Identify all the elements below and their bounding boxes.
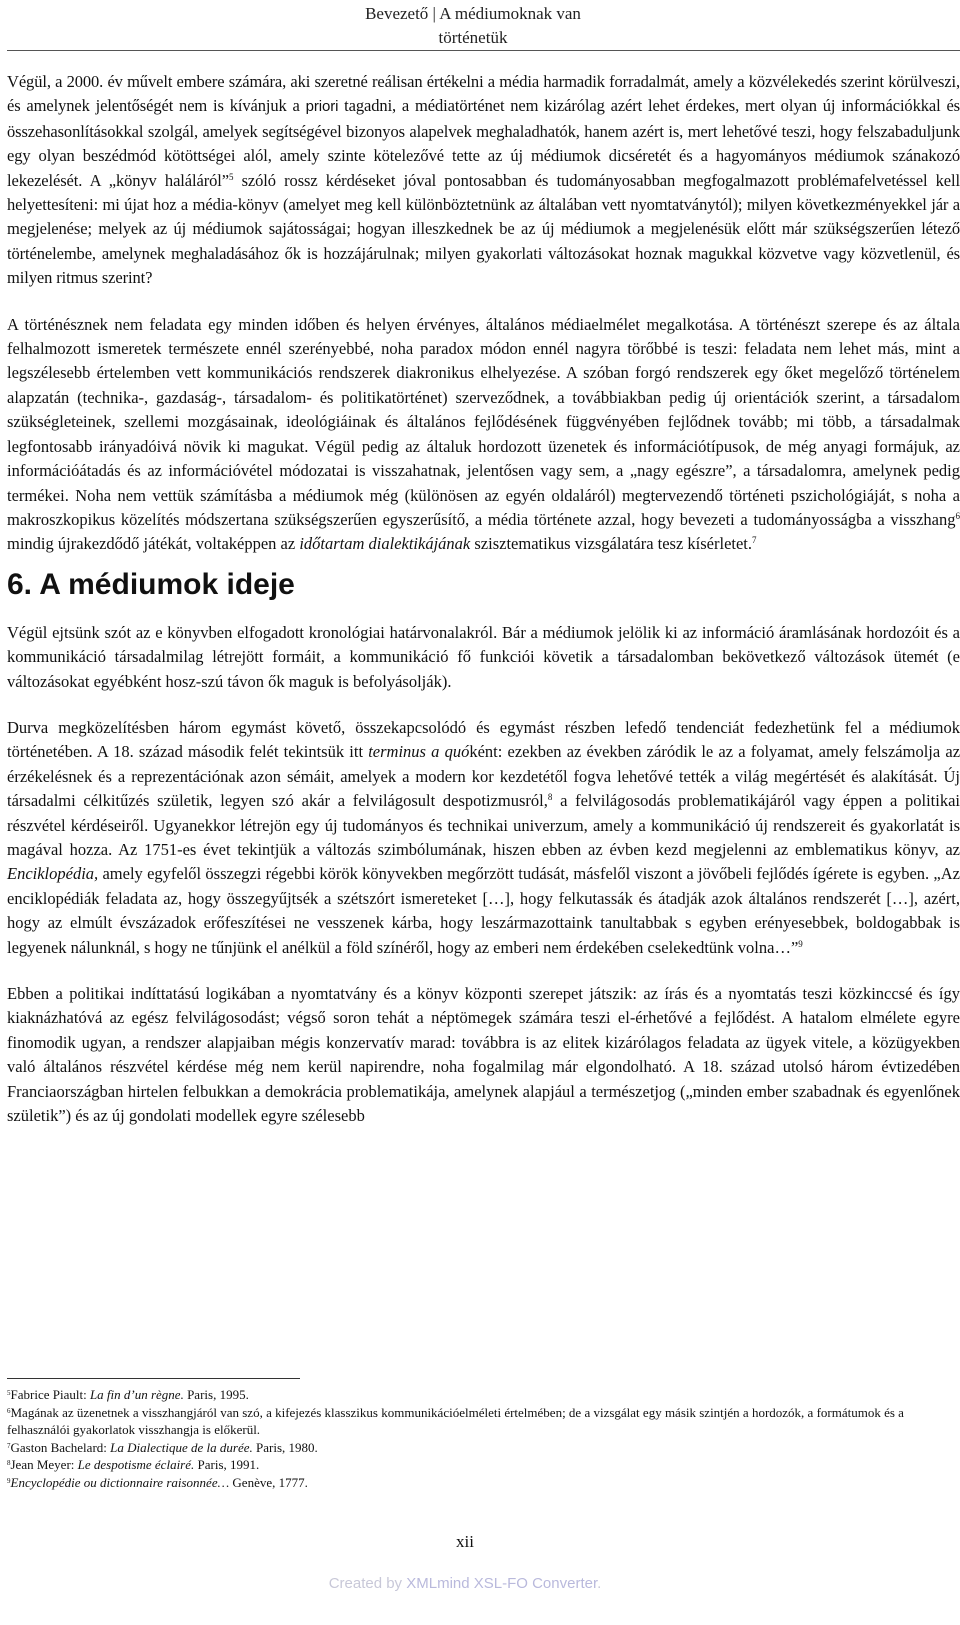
page-content xyxy=(7,70,960,1128)
footnote-text: Paris, 1991. xyxy=(194,1457,260,1472)
paragraph-2-text-b: mindig újrakezdődő játékát, voltaképpen az xyxy=(7,534,300,554)
paragraph-2-text-a: A történésznek nem feladata egy minden időben és helyen érvényes, általános médiaelmélet megalkotása. A történészt szerepe és az általa felhalmozott ismeretek természete ennél szerényebbé, noha paradox módon ennél nagyra törőbbé is teszi: feladata nem lehet más, mint a legszélesebb értelemben vett kommunikációs rendszerek diakronikus elhelyezése. A szóban forgó rendszerek egy őket megelőző történelem alapzatán (technika-, gazdaság-, társadalom- és politikatörténet) szerveződnek, a továbbiakban pedig új orientációk szerint, a társadalom szükségleteinek, szellemi mozgásainak, ideológiáinak és általános fejlődésének függvényében fejlődnek tovább; mi több, a társadalmak legfontosabb irányadóivá növik ki magukat. Végül pedig az általuk hordozott üzenetek és információtípusok, de még anyagi formájuk, az információátadás és az információvétel módozatai is visszahatnak, jelentősen vagy sem, a „nagy egészre”, a társadalomra, amelynek pedig termékei. Noha nem vettük számításba a médiumok még (különösen az egyén oldaláról) megtervezendő történeti pszichológiáját, s noha a makroszkopikus közelítés módszertana szükségszerűen egyszerűsítő, a média története azzal, hogy bevezeti a tudományosságba a visszhang xyxy=(7,314,960,529)
footnote-number: 6 xyxy=(7,1406,11,1415)
paragraph-gap xyxy=(7,291,960,313)
footnote-text: Paris, 1995. xyxy=(183,1387,249,1402)
converter-watermark xyxy=(0,1575,930,1592)
footnote-title: Encyclopédie ou dictionnaire raisonnée… xyxy=(10,1474,230,1490)
footnote-5 xyxy=(7,1386,960,1404)
paragraph-gap xyxy=(7,960,960,982)
paragraph-4-italic-a: terminus a quó xyxy=(368,742,470,762)
paragraph-4-text-b: ként: ezekben az években záródik le az a folyamat, amely felszámolja az érzékelésnek és a reprezentációnak azon sémáit, amelyek a modern kor kezdetétől fogva lehetővé tették a világ megértését és alakítását. Új társadalmi célkitűzés születik, legyen szó akár a felvilágosult despotizmusról, xyxy=(7,742,960,811)
footnote-text: Fabrice Piault: xyxy=(10,1387,90,1402)
footnotes xyxy=(7,1386,960,1491)
paragraph-4 xyxy=(7,716,960,960)
paragraph-gap xyxy=(7,694,960,716)
footnote-9 xyxy=(7,1474,960,1492)
paragraph-2-italic: időtartam dialektikájának xyxy=(299,534,471,554)
paragraph-3: Végül ejtsünk szót az e könyvben elfogadott kronológiai határvonalakról. Bár a médiumok jelölik ki az információ áramlásának hordozóit és a kommunikáció társadalmilag létrejött formáit, a kommunikáció fő funkciói követik a társadalomban bekövetkező változások ütemét (e változásokat egyébként hosz-szú távon ők maguk is befolyásolják). xyxy=(7,622,960,691)
footnote-text: Genève, 1777. xyxy=(229,1474,308,1490)
paragraph-4-text-c: a felvilágosodás problematikájáról vagy éppen a politikai részvétel kérdéseiről. Ugyanekkor létrejön egy új tudományos és technikai univerzum, amely a kommunikáció új rendszereit és gyakorlatát is magával hozza. Az 1751-es évet tekintjük a változás szimbólumának, hiszen ebben az évben kezd megjelenni az emblematikus könyv, az xyxy=(7,791,960,859)
paragraph-4-italic-b: Enciklopédia, xyxy=(7,864,99,884)
page-number: xii xyxy=(456,1532,474,1551)
paragraph-1-a-priori: priori xyxy=(305,98,339,116)
footnote-number: 5 xyxy=(7,1389,11,1397)
footnote-text: Jean Meyer: xyxy=(10,1457,78,1472)
watermark-suffix: . xyxy=(597,1575,602,1592)
footnote-title: La fin d’un règne. xyxy=(89,1387,184,1402)
footnote-title: Le despotisme éclairé. xyxy=(77,1457,195,1472)
paragraph-1-text-c: szóló rossz kérdéseket jóval pontosabban és tudományosabban megfogalmazott problémafelvetéssel kell helyettesíteni: mi újat hoz a média-könyv (amelyet meg kell különböztetnünk az általában vett nyomtatványtól); milyen következményekkel jár a megjelenése; melyek az új médiumok sajátosságai; hogyan illeszkednek be az új médiumok a megjelenésük előtt már szükségszerűen létező történelembe, amelynek meghaladásához ők is hozzájárulnak; milyen gyakorlati változásokat hoznak magukkal közvetve vagy közvetlenül, és milyen ritmus szerint? xyxy=(7,170,960,288)
watermark-tool-link[interactable]: XMLmind XSL-FO Converter xyxy=(406,1575,598,1592)
footnote-title: La Dialectique de la durée. xyxy=(110,1439,253,1455)
paragraph-1-text-b: tagadni, a médiatörténet nem kizárólag azért lehet érdekes, mert olyan új információkkal és összehasonlításokkal szolgál, amelyek segítségével bizonyos alapelvek meghaladhatók, hanem azért is, mert lehetővé teszi, hogy felszabaduljunk egy olyan beszédmód kötöttségei alól, amely szinte kötelezővé tette az új médiumok dicséretét és a hagyományos médiumok szánakozó lekezelését. A „könyv haláláról” xyxy=(7,96,960,190)
footnote-text: Gaston Bachelard: xyxy=(10,1439,111,1455)
footnote-ref-5[interactable]: 5 xyxy=(228,171,234,182)
paragraph-4-text-a: Durva megközelítésben három egymást követő, összekapcsolódó és egymást részben lefedő tendenciát fedezhetünk fel a médiumok történetében. A 18. század második felét tekintsük itt xyxy=(7,717,960,762)
footnote-ref-8[interactable]: 8 xyxy=(547,792,553,803)
paragraph-2 xyxy=(7,313,960,557)
footnote-number: 8 xyxy=(7,1459,11,1467)
watermark-prefix: Created by xyxy=(328,1575,407,1592)
paragraph-4-text-d: amely egyfelől összegzi régebbi körök könyvekben megőrzött tudását, másfelől viszont a jövőbeli fejlődés ígérete is egyben. „Az enciklopédiák feladata az, hogy összegyűjtsék a szétszórt ismereteket […], hogy felkutassák és átadják azok általános rendszerét […], azért, hogy az elmúlt évszázadok erőfeszítései ne vesszenek kárba, hogy leszármazottaink tanultabbak s egyben erényesebbek, boldogabbak is legyenek nálunknál, s hogy ne tűnjünk el anélkül a föld színéről, hogy az emberi nem érdekében cselekedtünk volna…” xyxy=(7,864,960,957)
running-header-title: Bevezető | A médiumoknak van történetük xyxy=(365,4,581,47)
footnote-number: 9 xyxy=(7,1476,11,1485)
section-heading: 6. A médiumok ideje xyxy=(7,567,295,601)
footnote-6 xyxy=(7,1404,960,1439)
footnote-number: 7 xyxy=(7,1441,11,1450)
footnote-8 xyxy=(7,1456,960,1474)
footnote-7 xyxy=(7,1439,960,1457)
paragraph-2-text-c: szisztematikus vizsgálatára tesz kísérletet. xyxy=(470,534,753,554)
footnote-ref-6[interactable]: 6 xyxy=(955,510,960,521)
paragraph-1 xyxy=(7,70,960,291)
footnote-text: Magának az üzenetnek a visszhangjáról van szó, a kifejezés klasszikus kommunikációelméleti értelmében; de a vizsgálat egy másik szintjén a hordozók, a formátumok és a felhasználói gyakorlatok visszhangja is előkerül. xyxy=(7,1404,904,1437)
running-header xyxy=(0,0,960,50)
footnote-ref-9[interactable]: 9 xyxy=(798,938,803,949)
footnote-rule xyxy=(7,1378,300,1379)
footnote-text: Paris, 1980. xyxy=(252,1439,318,1455)
paragraph-1-text-a: Végül, a 2000. év művelt embere számára, aki szeretné reálisan értékelni a média harmadik forradalmát, amely a közvélekedés szerint körülveszi, és amelynek jelentőségét nem is kívánjuk a xyxy=(7,72,960,116)
header-rule xyxy=(7,50,960,51)
footnote-ref-7[interactable]: 7 xyxy=(752,535,757,546)
paragraph-5: Ebben a politikai indíttatású logikában a nyomtatvány és a könyv központi szerepet játszik: az írás és a nyomtatás teszi közkinccsé és így kiaknázhatóvá az egész felvilágosodást; végső soron tehát a néptömegek számára teszi el-érhetővé a fejlődést. A hatalom elmélete egyre finomodik ugyan, a rendszer alapjaiban mégis konzervatív marad: továbbra is az elitek kizárólagos feladata az ügyek vitele, a közügyekben való általános részvétel kérdése még nem kerül napirendre, noha fogalmilag már elgondolható. A 18. század utolsó három évtizedében Franciaországban hirtelen felbukkan a demokrácia problematikája, amelynek alapjául a természetjog („minden ember szabadnak és egyenlőnek születik”) és az új gondolati modellek egyre szélesebb xyxy=(7,984,960,1126)
